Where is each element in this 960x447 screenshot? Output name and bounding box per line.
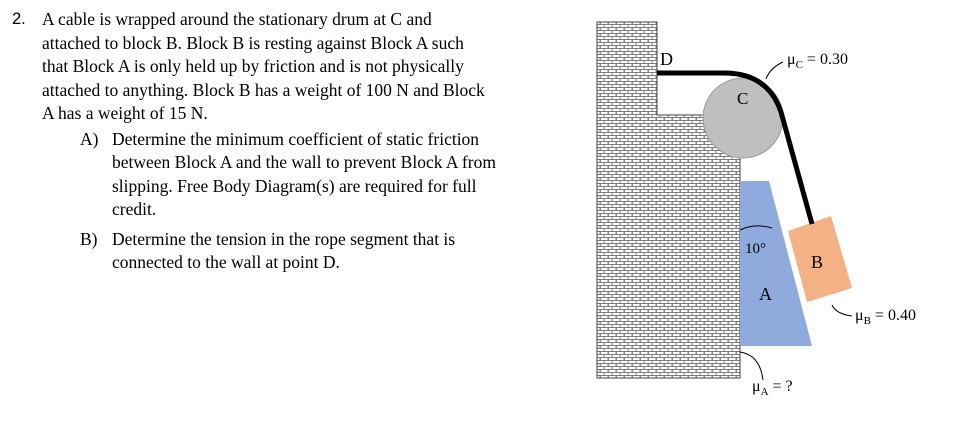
statement-line: attached to block B. Block B is resting against Block A such — [42, 32, 464, 53]
part-b-line: connected to the wall at point D. — [112, 252, 340, 272]
mu-b-leader — [832, 305, 852, 316]
label-b: B — [811, 252, 824, 272]
statement-line: A cable is wrapped around the stationary drum at C and — [42, 9, 432, 29]
part-a-line: slipping. Free Body Diagram(s) are required for full — [112, 175, 477, 196]
statement-line: that Block A is only held up by friction and is not physically — [42, 56, 464, 76]
mu-c-leader — [766, 62, 783, 79]
part-a-line: Determine the minimum coefficient of static friction — [112, 128, 480, 149]
label-c: C — [737, 89, 749, 108]
part-a-line: between Block A and the wall to prevent Block A from — [112, 152, 496, 172]
part-b-line: Determine the tension in the rope segment that is — [112, 228, 456, 249]
part-a-label: A) — [80, 128, 99, 149]
mu-b-label: $\mu_B = 0.40$ — [855, 307, 916, 327]
statement-line: attached to anything. Block B has a weight of 100 N and Block — [42, 79, 485, 100]
mu-c-label: $\mu_C = 0.30$ — [787, 51, 848, 71]
statement-line: A has a weight of 15 N. — [42, 103, 208, 123]
mu-a-leader — [740, 352, 763, 380]
mu-a-label: $\mu_A$ = ? — [752, 378, 793, 398]
part-b-label: B) — [80, 228, 98, 249]
part-a-line: credit. — [112, 199, 157, 219]
problem-number: 2. — [12, 10, 26, 28]
label-a: A — [759, 284, 772, 304]
angle-label: 10° — [745, 241, 766, 257]
label-d: D — [660, 49, 673, 69]
